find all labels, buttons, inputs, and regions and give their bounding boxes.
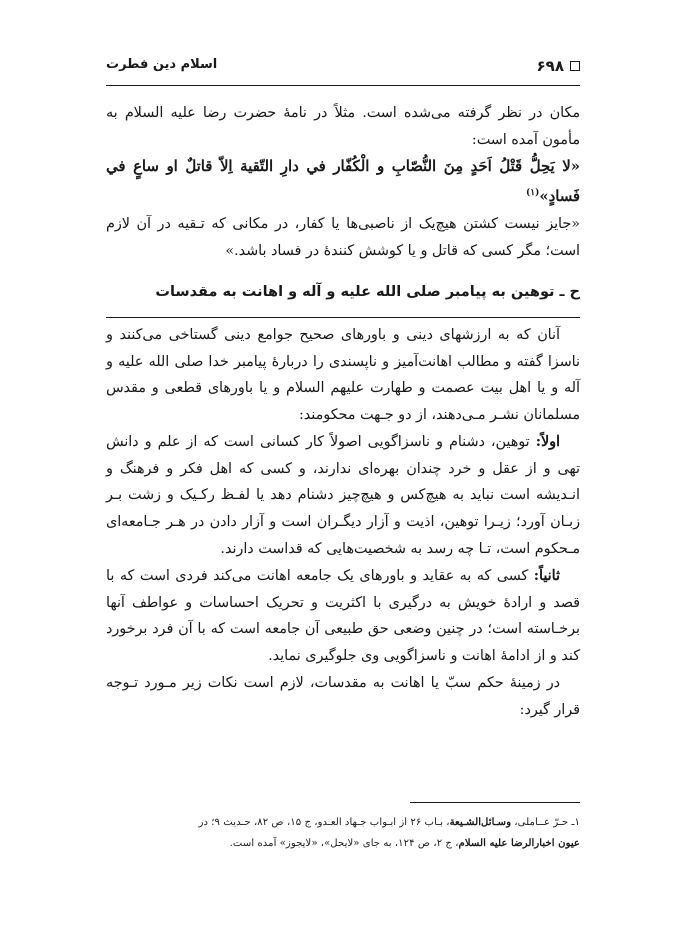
- closing-paragraph: در زمینهٔ حکم سبّ یا اهانت به مقدسات، لازم است نکات زیر مـورد تـوجه قرار گیرد:: [106, 675, 580, 718]
- footnote-ref: (۱): [526, 188, 540, 199]
- footnote-1-source: وسـائل‌الشـیعة: [449, 816, 512, 828]
- footnote-divider: [410, 802, 580, 803]
- footnote-1-pre: ۱ـ حـرّ عــاملی،: [511, 817, 580, 828]
- page-number: [537, 57, 580, 75]
- footnote-line-2: [106, 833, 580, 854]
- first-point-paragraph: [106, 429, 580, 563]
- square-bullet-icon: [570, 61, 580, 71]
- section-divider: [106, 317, 580, 318]
- page-body: [106, 100, 580, 724]
- footnotes: [106, 812, 580, 854]
- arabic-quote: [106, 154, 580, 212]
- second-point-text: کسی که به عقاید و باورهای یک جامعه اهانت می‌کند فردی است که با قصد و ارادهٔ خویش به درگیری با اکثریت و تحریک احساسات و عواطف آنها برخـاسته است؛ در چنین وضعی حق طبیعی آن جامعه است که با آن فرد برخورد کند و از ادامهٔ اهانت و ناسزاگویی وی جلوگیری نماید.: [106, 567, 580, 665]
- arabic-quote-text: «لا يَحِلُّ قَتْلُ اَحَدٍ مِنَ النُّصّابِ و الْكُفّار في دارِ التّقية اِلاّ قاتلٌ او ساعٍ في فَسادٍ»: [106, 157, 580, 206]
- footnote-2-post: ، ج ۲، ص ۱۲۴، به جای «لایحل»، «لایجوز» آمده است.: [229, 838, 459, 849]
- footnote-2-source: عیون اخبارالرضا علیه السلام: [458, 837, 580, 849]
- section-intro-paragraph: آنان که به ارزشهای دینی و باورهای صحیح جوامع دینی گستاخی می‌کنند و ناسزا گفته و مطالب اهانت‌آمیز و ناپسندی را دربارهٔ پیامبر خدا صلی الله علیه و آله و یا اهل بیت عصمت و طهارت علیهم السلام و یا باورهای قطعی و مقدس مسلمانان نشـر مـی‌دهند، از دو جـهت محکومند:: [106, 326, 580, 424]
- first-point-text: توهین، دشنام و ناسزاگویی اصولاً کار کسانی است که از علم و دانش تهی و از عقل و خرد چندان بهره‌ای ندارند، و کسی که اهل فکر و فرهنگ و انـدیشه است نباید به هیچ‌کس و هیچ‌چیز دشنام دهد یا لفـظ رکـیک و زشت بـر زبـان آورد؛ زیـرا توهین، اذیت و آزار دیگـران است و آزار دادن در هـر جـامعه‌ای مـحکوم است، تـا چه رسد به شخصیت‌هایی که قداست دارند.: [106, 433, 580, 558]
- section-heading: ح ـ توهین به پیامبر صلی الله علیه و آله و اهانت به مقدسات: [155, 283, 580, 300]
- header-divider: [106, 85, 580, 86]
- footnote-1-post: ، بـاب ۲۶ از ابـواب جـهاد العـدو، ج ۱۵، ص ۸۲، حـدیث ۹؛ در: [198, 817, 450, 828]
- intro-line: مکان در نظر گرفته می‌شده است. مثلاً در نامهٔ حضرت رضا علیه السلام به مأمون آمده است:: [106, 105, 580, 148]
- first-point-label: اولاً:: [535, 433, 560, 450]
- footnote-line-1: [106, 812, 580, 833]
- quote-translation: «جایز نیست کشتن هیچ‌یک از ناصبی‌ها یا کفار، در مکانی که تـقیه در آن لازم است؛ مگر کسی که قاتل و یا کوشش کنندهٔ در فساد باشد.»: [106, 216, 580, 259]
- page-number-text: ۶۹۸: [536, 57, 564, 75]
- page-header: [106, 57, 580, 87]
- second-point-paragraph: [106, 563, 580, 670]
- second-point-label: ثانیاً:: [533, 567, 560, 584]
- book-title: اسلام دین فطرت: [106, 57, 218, 72]
